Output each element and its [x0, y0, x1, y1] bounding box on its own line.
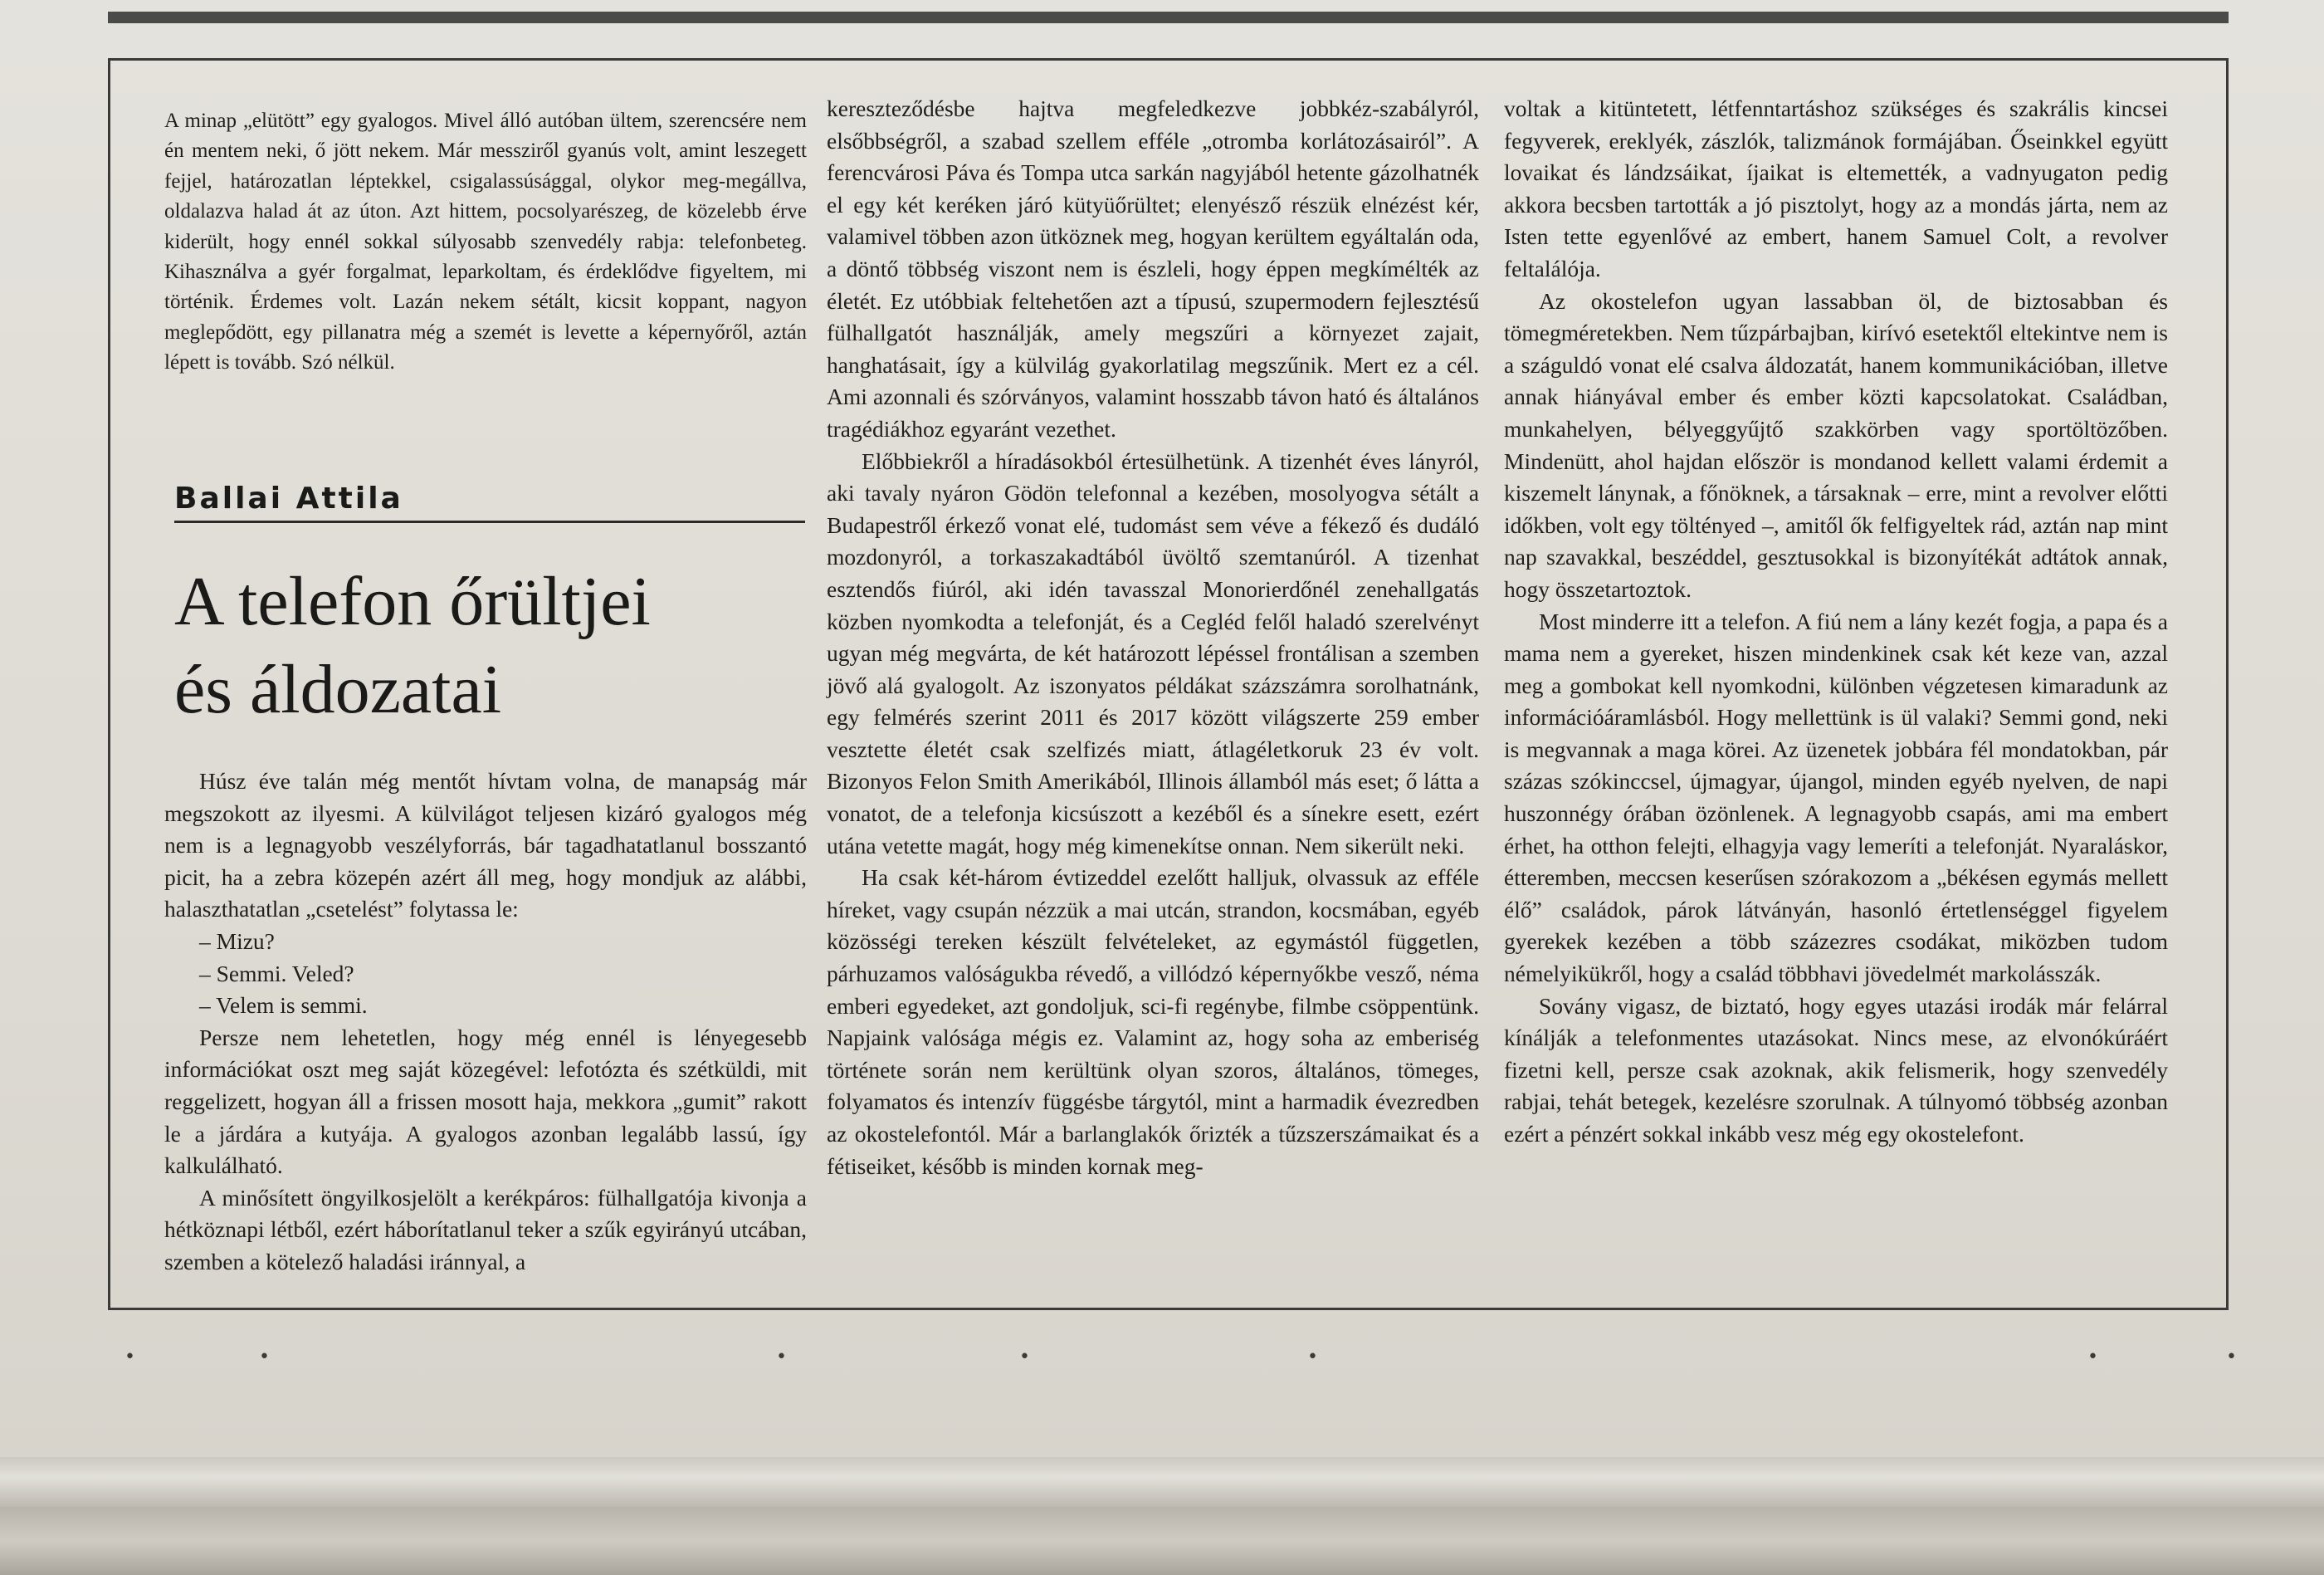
column-3-body: [1504, 93, 2168, 1151]
punch-mark: •: [2226, 1347, 2237, 1367]
paragraph: Most minderre itt a telefon. A fiú nem a lány kezét fogja, a papa és a mama nem a gyereket, hiszen mindenkinek csak két keze van, azzal meg a gombokat kell nyomkodni, különben végzetesen kimaradunk az információáramlásból. Hogy mellettünk is ül valaki? Semmi gond, neki is megvannak a maga körei. Az üzenetek jobbára fél mondatokban, pár százas szókinccsel, újmagyar, újangol, minden egyéb nyelven, de napi huszonnégy órában özönlenek. A legnagyobb csapás, ami ma embert érhet, ha otthon felejti, elhagyja vagy lemeríti a telefonját. Nyaraláskor, étteremben, meccsen keserűsen szórakozom a „békésen egymás mellett élő” családok, párok látványán, hasonló értetlenséggel figyelem gyerekek kezében a több százezres csodákat, miközben tudom némelyikükről, hogy a család többhavi jövedelmét markolásszák.: [1504, 608, 2168, 987]
lead-paragraph: A minap „elütött” egy gyalogos. Mivel álló autóban ültem, szerencsére nem én mentem neki, ő jött nekem. Már messziről gyanús volt, amint leszegett fejjel, határozatlan léptekkel, csigalassúsággal, olykor meg-megállva, oldalazva halad át az úton. Azt hittem, pocsolyarészeg, de közelebb érve kiderült, hogy ennél sokkal súlyosabb szenvedély rabja: telefonbeteg. Kihasználva a gyér forgalmat, leparkoltam, és érdeklődve figyeltem, mi történik. Érdemes volt. Lazán nekem sétált, kicsit koppant, nagyon meglepődött, egy pillanatra még a szemét is levette a képernyőről, aztán lépett is tovább. Szó nélkül.: [164, 110, 807, 374]
paragraph: Az okostelefon ugyan lassabban öl, de biztosabban és tömegméretekben. Nem tűzpárbajban, kirívó esetektől eltekintve nem is a száguldó vonat elé csalva áldozatát, hanem kommunikációban, illetve annak hiányával ember és ember közti kapcsolatokat. Családban, munkahelyen, bélyeggyűjtő szakkörben vagy sportöltözőben. Mindenütt, ahol hajdan először is mondanod kellett valami érdemit a kiszemelt lánynak, a főnöknek, a társaknak – erre, mint a revolver előtti időkben, volt egy töltényed –, amitől ők felfigyeltek rád, aztán nap mint nap szavakkal, beszéddel, gesztusokkal is bizonyítékát adtátok annak, hogy összetartoztok.: [1504, 287, 2168, 602]
title-line-1: A telefon őrültjei: [174, 563, 651, 640]
punch-mark: •: [776, 1347, 787, 1367]
punch-mark: •: [2087, 1347, 2098, 1367]
underlying-pages: [0, 1507, 2324, 1575]
author-byline: Ballai Attila: [174, 482, 805, 523]
dialog-line: – Mizu?: [199, 927, 275, 954]
paragraph: A minősített öngyilkosjelölt a kerékpáros: fülhallgatója kivonja a hétköznapi létből, ezért háborítatlanul teker a szűk egyirányú utcában, szemben a kötelező haladási iránnyal, a: [164, 1184, 807, 1274]
punch-mark: •: [1307, 1347, 1318, 1367]
title-line-2: és áldozatai: [174, 651, 502, 728]
dialog-line: – Velem is semmi.: [199, 992, 368, 1019]
paragraph: voltak a kitüntetett, létfenntartáshoz szükséges és szakrális kincsei fegyverek, ereklyék, zászlók, talizmánok formájában. Őseinkkel együtt lovaikat és lándzsáikat, íjaikat is eltemették, a vadnyugaton pedig akkora becsben tartották a jó pisztolyt, hogy az a mondás járta, nem az Isten tette egyenlővé az embert, hanem Samuel Colt, a revolver feltalálója.: [1504, 95, 2168, 281]
punch-mark: •: [259, 1347, 270, 1367]
column-1-body: [164, 765, 807, 1279]
paragraph: kereszteződésbe hajtva megfeledkezve jobbkéz-szabályról, elsőbbségről, a szabad szellem efféle „otromba korlátozásairól”. A ferencvárosi Páva és Tompa utca sarkán nagyjából hetente gázolhatnék el egy két keréken járó kütyüőrültet; elenyésző részük elnézést kér, valamivel többen azon ütköznek meg, hogyan kerültem egyáltalán oda, a döntő többség viszont nem is észleli, hogy éppen megkímélték az életét. Ez utóbbiak feltehetően azt a típusú, szupermodern fejlesztésű fülhallgatót használják, amely megszűri a környezet zajait, hanghatásait, így a külvilág gyakorlatilag megszűnik. Mert ez a cél. Ami azonnali és szórványos, valamint hosszabb távon ható és általános tragédiákhoz egyaránt vezethet.: [827, 95, 1479, 442]
paragraph: Ha csak két-három évtizeddel ezelőtt halljuk, olvassuk az efféle híreket, vagy csupán nézzük a mai utcán, strandon, kocsmában, egyéb közösségi tereken készült felvételeket, az egymástól független, párhuzamos valóságukba révedő, a villódzó képernyőkbe vesző, néma emberi egyedeket, azt gondoljuk, sci-fi regénybe, filmbe csöppentünk. Napjaink valósága mégis ez. Valamint az, hogy soha az emberiség története során nem kerültünk olyan szoros, általános, tömeges, folyamatos és intenzív függésbe tárgytól, mint a harmadik évezredben az okostelefontól. Már a barlanglakók őrizték a tűzszerszámaikat és a fétiseiket, később is minden kornak meg-: [827, 864, 1479, 1179]
top-rule: [108, 12, 2229, 23]
paragraph: Húsz éve talán még mentőt hívtam volna, de manapság már megszokott az ilyesmi. A külvilágot teljesen kizáró gyalogos még nem is a legnagyobb veszélyforrás, bár tagadhatatlanul bosszantó picit, ha a zebra közepén azért áll meg, hogy mondjuk az alábbi, halaszthatatlan „csetelést” folytassa le:: [164, 768, 807, 922]
page-edge: [0, 1457, 2324, 1507]
paragraph: Persze nem lehetetlen, hogy még ennél is lényegesebb információkat oszt meg saját közegével: lefotózta és szétküldi, mit reggelizett, hogyan áll a frissen mosott haja, mekkora „gumit” rakott le a járdára a kutyája. A gyalogos azonban legalább lassú, így kalkulálható.: [164, 1024, 807, 1179]
punch-mark: •: [124, 1347, 135, 1367]
dialog-line: – Semmi. Veled?: [199, 960, 354, 986]
column-2-body: [827, 93, 1479, 1182]
paragraph: Előbbiekről a híradásokból értesülhetünk. A tizenhét éves lányról, aki tavaly nyáron Gödön telefonnal a kezében, mosolyogva sétált a Budapestről érkező vonat elé, tudomást sem véve a fékező és dudáló mozdonyról, a torkaszakadtából üvöltő szemtanúról. A tizenhat esztendős fiúról, aki idén tavasszal Monorierdőnél zenehallgatás közben nyomkodta a telefonját, és a Cegléd felől haladó szerelvényt ugyan még megvárta, de két határozott lépéssel frontálisan a szemben jövő alá gyalogolt. Az iszonyatos példákat százszámra sorolhatnánk, egy felmérés szerint 2011 és 2017 között világszerte 259 ember vesztette életét csak szelfizés miatt, átlagéletkoruk 23 év volt. Bizonyos Felon Smith Amerikából, Illinois államból más eset; ő látta a vonatot, de a telefonja kicsúszott a kezéből és a sínekre esett, ezért utána vetette magát, hogy még kimenekítse onnan. Nem sikerült neki.: [827, 448, 1479, 858]
paragraph: Sovány vigasz, de biztató, hogy egyes utazási irodák már felárral kínálják a telefonmentes utazásokat. Nincs mese, az elvonókúráért fizetni kell, persze csak azoknak, akik felismerik, hogy szenvedély rabjai, tehát betegek, kezelésre szorulnak. A túlnyomó többség azonban ezért a pénzért sokkal inkább vesz még egy okostelefont.: [1504, 992, 2168, 1147]
article-lead: [164, 106, 807, 379]
punch-mark: •: [1019, 1347, 1030, 1367]
article-title: [174, 558, 813, 734]
